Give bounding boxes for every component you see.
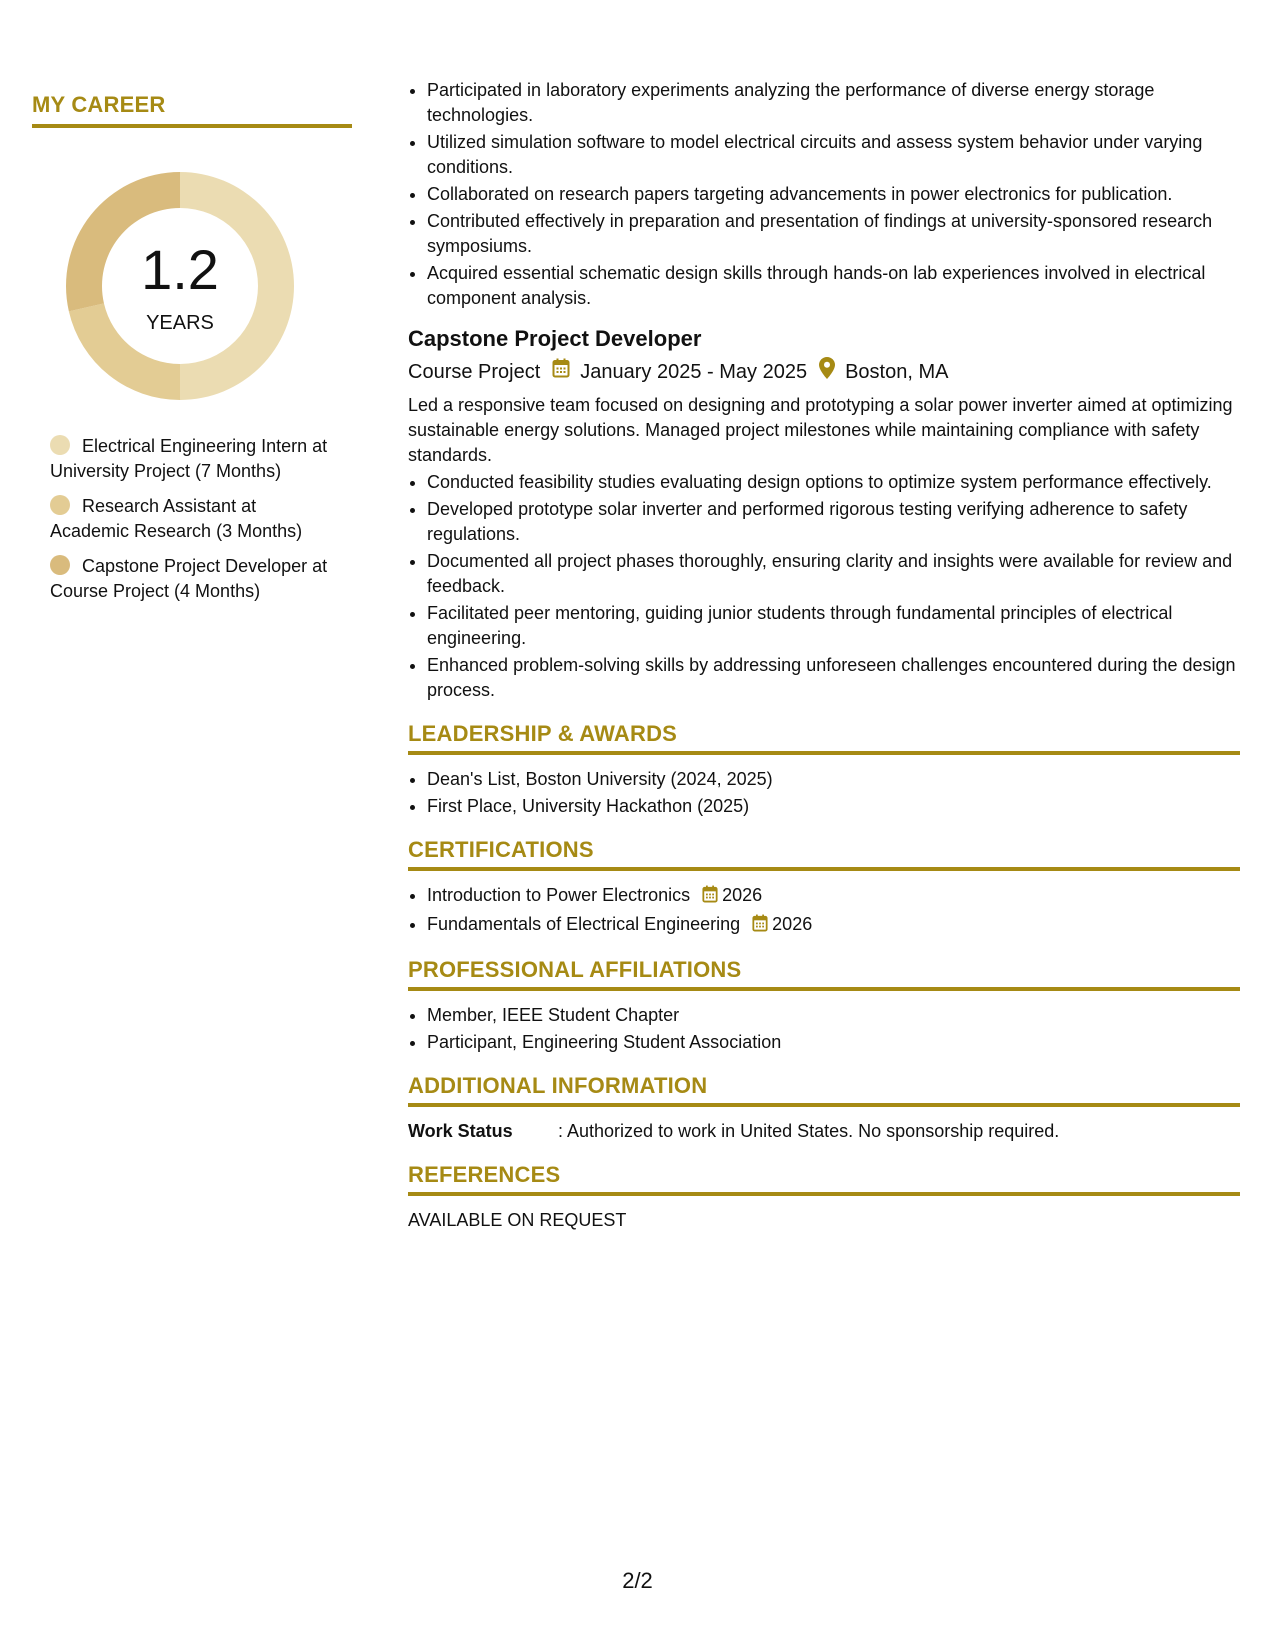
affiliations-section <box>408 957 1240 1055</box>
cert-year: 2026 <box>722 885 763 905</box>
additional-info-section <box>408 1073 1240 1144</box>
legend-label: Capstone Project Developer at Course Project (4 Months) <box>50 556 328 601</box>
list-item: • Member, IEEE Student Chapter <box>427 1003 1240 1028</box>
career-section-title: MY CAREER <box>32 92 352 128</box>
references-text: AVAILABLE ON REQUEST <box>408 1210 627 1230</box>
previous-job-bullets <box>408 78 1240 311</box>
main-column <box>408 78 1240 1233</box>
list-item: • Participant, Engineering Student Association <box>427 1030 1240 1055</box>
list-item: • Collaborated on research papers targeting advancements in power electronics for publication. <box>427 182 1240 207</box>
job-title: Capstone Project Developer <box>408 326 702 351</box>
legend-label: Electrical Engineering Intern at University Project (7 Months) <box>50 436 328 481</box>
legend-dot <box>50 495 70 515</box>
cert-year: 2026 <box>772 914 813 934</box>
references-section <box>408 1162 1240 1233</box>
leadership-title: LEADERSHIP & AWARDS <box>408 721 1240 755</box>
list-item: • Facilitated peer mentoring, guiding junior students through fundamental principles of electrical engineering. <box>427 601 1240 651</box>
list-item <box>427 912 1240 939</box>
total-years-unit: YEARS <box>146 312 214 334</box>
list-item: • Utilized simulation software to model electrical circuits and assess system behavior under varying conditions. <box>427 130 1240 180</box>
list-item: • Acquired essential schematic design skills through hands-on lab experiences involved in electrical component analysis. <box>427 261 1240 311</box>
additional-info-title: ADDITIONAL INFORMATION <box>408 1073 1240 1107</box>
list-item <box>427 883 1240 910</box>
legend-label: Research Assistant at Academic Research (3 Months) <box>50 496 303 541</box>
total-years-value: 1.2 <box>141 238 219 301</box>
career-sidebar <box>32 92 352 614</box>
list-item: • Contributed effectively in preparation and presentation of findings at university-sponsored research symposiums. <box>427 209 1240 259</box>
leadership-section <box>408 721 1240 819</box>
affiliations-title: PROFESSIONAL AFFILIATIONS <box>408 957 1240 991</box>
certifications-section <box>408 837 1240 939</box>
list-item: • Documented all project phases thoroughly, ensuring clarity and insights were available for review and feedback. <box>427 549 1240 599</box>
career-donut-chart <box>66 172 294 400</box>
legend-dot <box>50 555 70 575</box>
career-legend <box>50 434 330 604</box>
calendar-icon <box>552 358 570 386</box>
calendar-icon <box>752 914 768 939</box>
legend-dot <box>50 435 70 455</box>
map-pin-icon <box>819 357 835 387</box>
list-item: • Participated in laboratory experiments analyzing the performance of diverse energy storage technologies. <box>427 78 1240 128</box>
job-bullets <box>408 470 1240 703</box>
work-status-label: Work Status <box>408 1121 513 1141</box>
list-item: • Dean's List, Boston University (2024, 2025) <box>427 767 1240 792</box>
page-number: 2/2 <box>622 1568 653 1593</box>
cert-name: Fundamentals of Electrical Engineering <box>427 914 741 934</box>
legend-item <box>50 554 330 604</box>
list-item: • First Place, University Hackathon (2025) <box>427 794 1240 819</box>
certifications-title: CERTIFICATIONS <box>408 837 1240 871</box>
work-status-value: : Authorized to work in United States. No sponsorship required. <box>558 1121 1060 1141</box>
job-meta <box>408 357 1240 387</box>
list-item: • Conducted feasibility studies evaluating design options to optimize system performance effectively. <box>427 470 1240 495</box>
job-dates: January 2025 - May 2025 <box>580 361 808 383</box>
legend-item <box>50 494 330 544</box>
list-item: • Enhanced problem-solving skills by addressing unforeseen challenges encountered during the design process. <box>427 653 1240 703</box>
job-location: Boston, MA <box>845 361 949 383</box>
job-summary: Led a responsive team focused on designing and prototyping a solar power inverter aimed at optimizing sustainable energy solutions. Managed project milestones while maintaining compliance with safety standards. <box>408 395 1233 465</box>
list-item: • Developed prototype solar inverter and performed rigorous testing verifying adherence to safety regulations. <box>427 497 1240 547</box>
job-org: Course Project <box>408 361 541 383</box>
work-status-row <box>408 1119 1240 1144</box>
calendar-icon <box>702 885 718 910</box>
references-title: REFERENCES <box>408 1162 1240 1196</box>
cert-name: Introduction to Power Electronics <box>427 885 691 905</box>
legend-item <box>50 434 330 484</box>
